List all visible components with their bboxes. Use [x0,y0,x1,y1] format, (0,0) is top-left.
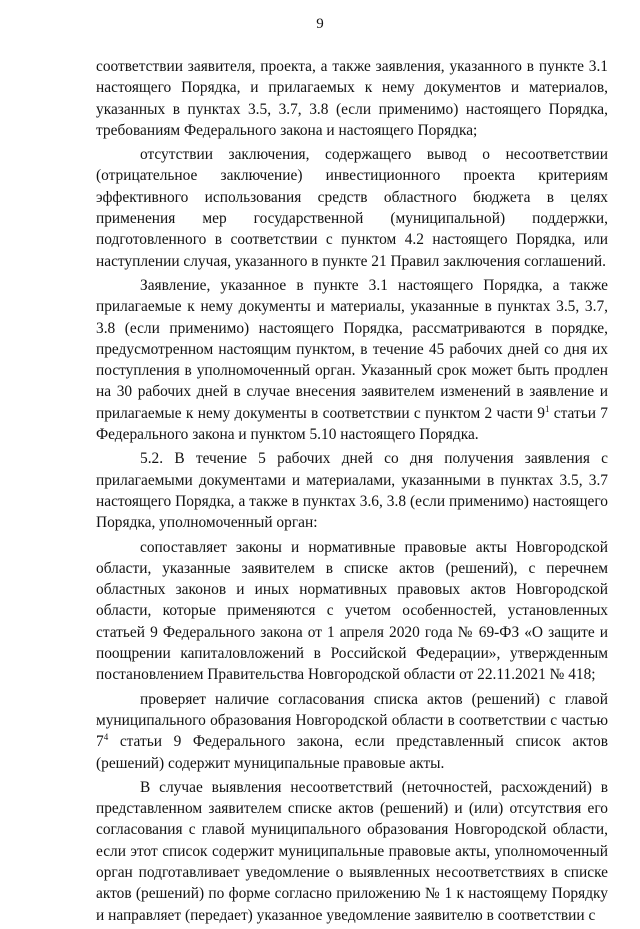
paragraph-3 [96,275,608,445]
paragraph-2: отсутствии заключения, содержащего вывод о несоответствии (отрицательное заключение) инвестиционного проекта критериям эффективного использования средств областного бюджета в целях применения мер государственной (муниципальной) поддержки, подготовленного в соответствии с пунктом 4.2 настоящего Порядка, или наступлении случая, указанного в пункте 21 Правил заключения соглашений. [96,146,608,270]
document-body [96,56,608,929]
paragraph-6 [96,689,608,774]
paragraph-6-text-b: статьи 9 Федерального закона, если представленный список актов (решений) содержит муниципальные правовые акты. [96,733,608,772]
page-number: 9 [316,16,324,32]
paragraph-3-text-b: статьи 7 Федерального закона и пунктом 5.10 настоящего Порядка. [96,404,608,444]
paragraph-7: В случае выявления несоответствий (неточностей, расхождений) в представленном заявителем списке актов (решений) и (или) отсутствия его согласования с главой муниципального образования Новгородской области, если этот список содержит муниципальные правовые акты, уполномоченный орган подготавливает уведомление о выявленных несоответствиях в списке актов (решений) по форме согласно приложению № 1 к настоящему Порядку и направляет (передает) указанное уведомление заявителю в соответствии с [96,778,608,924]
superscript-4: 4 [103,732,109,743]
paragraph-4: 5.2. В течение 5 рабочих дней со дня получения заявления с прилагаемыми документами и материалами, указанными в пунктах 3.5, 3.7 настоящего Порядка, а также в пунктах 3.6, 3.8 (если применимо) настоящего Порядка, уполномоченный орган: [96,450,608,532]
superscript-1: 1 [544,403,550,414]
paragraph-3-text-a: Заявление, указанное в пункте 3.1 настоящего Порядка, а также прилагаемые к нему документы и материалы, указанные в пунктах 3.5, 3.7, 3.8 (если применимо) настоящего Порядка, рассматриваются в порядке, предусмотренном настоящим пунктом, в течение 45 рабочих дней со дня их поступления в уполномоченный орган. Указанный срок может быть продлен на 30 рабочих дней в случае внесения заявителем изменений в заявление и прилагаемые к нему документы в соответствии с пунктом 2 части 9 [96,276,608,422]
paragraph-1: соответствии заявителя, проекта, а также заявления, указанного в пункте 3.1 настоящего Порядка, и прилагаемых к нему документов и материалов, указанных в пунктах 3.5, 3.7, 3.8 (если применимо) настоящего Порядка, требованиям Федерального закона и настоящего Порядка; [96,58,608,139]
paragraph-5: сопоставляет законы и нормативные правовые акты Новгородской области, указанные заявителем в списке актов (решений), с перечнем областных законов и иных нормативных правовых актов Новгородской области, которые применяются с учетом особенностей, установленных статьей 9 Федерального закона от 1 апреля 2020 года № 69-ФЗ «О защите и поощрении капиталовложений в Российской Федерации», утвержденным постановлением Правительства Новгородской области от 22.11.2021 № 418; [96,538,608,684]
paragraph-6-text-a: проверяет наличие согласования списка актов (решений) с главой муниципального образования Новгородской области в соответствии с частью 7 [96,690,608,751]
